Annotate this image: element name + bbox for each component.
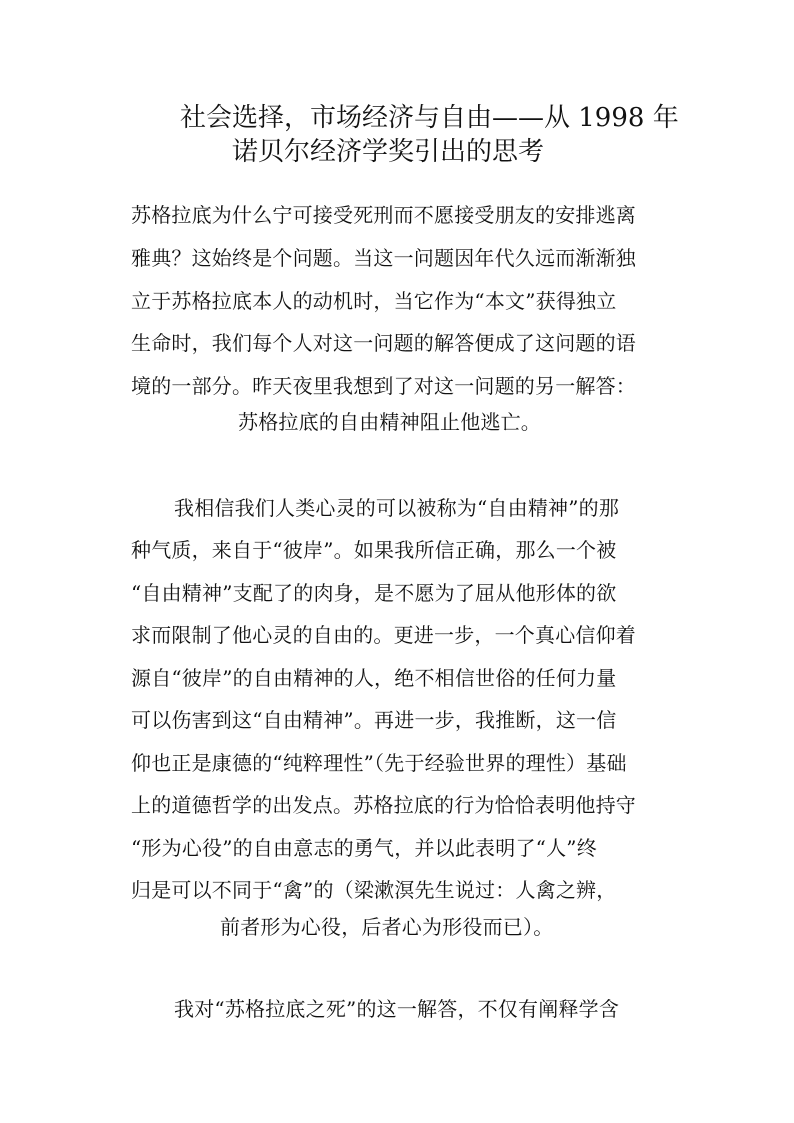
text-line: 苏格拉底为什么宁可接受死刑而不愿接受朋友的安排逃离 [131,203,636,227]
text-line: 求而限制了他心灵的自由的。更进一步，一个真心信仰着 [131,623,636,647]
text-line: 前者形为心役，后者心为形役而已）。 [220,915,554,939]
text-line: 立于苏格拉底本人的动机时，当它作为“本文”获得独立 [131,289,617,313]
text-line: 上的道德哲学的出发点。苏格拉底的行为恰恰表明他持守 [131,793,636,817]
text-line: 生命时，我们每个人对这一问题的解答便成了这问题的语 [131,331,636,355]
text-line: 源自“彼岸”的自由精神的人，绝不相信世俗的任何力量 [131,666,617,690]
text-line: 归是可以不同于“禽”的（梁漱溟先生说过：人禽之辨， [131,878,617,902]
text-line: 可以伤害到这“自由精神”。再进一步，我推断，这一信 [131,708,617,732]
text-line: 仰也正是康德的“纯粹理性”（先于经验世界的理性）基础 [131,751,627,775]
title-line-2: 诺贝尔经济学奖引出的思考 [232,137,545,167]
text-line: “自由精神”支配了的肉身，是不愿为了屈从他形体的欲 [131,581,617,605]
text-line: 雅典？这始终是个问题。当这一问题因年代久远而渐渐独 [131,246,636,270]
text-line: 我相信我们人类心灵的可以被称为“自由精神”的那 [174,496,620,520]
text-line: 境的一部分。昨天夜里我想到了对这一问题的另一解答： [131,374,636,398]
text-line: 苏格拉底的自由精神阻止他逃亡。 [238,410,541,434]
text-line: “形为心役”的自由意志的勇气，并以此表明了“人”终 [131,836,597,860]
text-line: 我对“苏格拉底之死”的这一解答，不仅有阐释学含 [174,997,620,1021]
text-line: 种气质，来自于“彼岸”。如果我所信正确，那么一个被 [131,538,617,562]
title-line-1: 社会选择，市场经济与自由——从 1998 年 [180,103,679,133]
